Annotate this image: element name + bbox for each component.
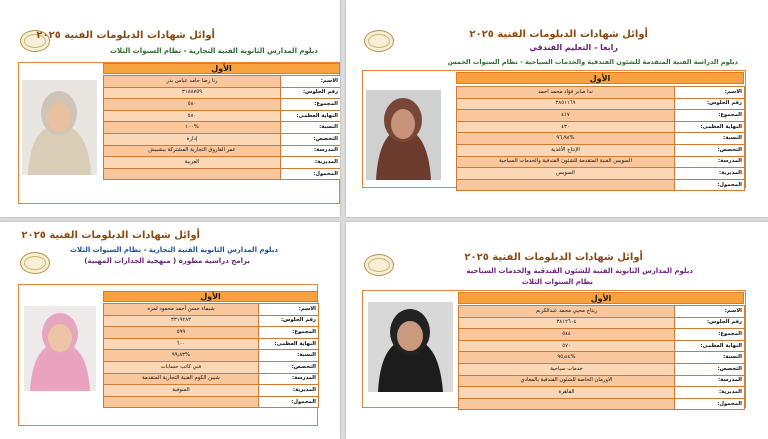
table-row bbox=[104, 327, 319, 339]
info-table bbox=[103, 303, 319, 408]
student-photo bbox=[22, 80, 97, 175]
field-label: المدرسة: bbox=[281, 145, 341, 157]
table-row bbox=[104, 350, 319, 362]
card-title: أوائل شهادات الدبلومات الفنية ٢٠٢٥ bbox=[21, 230, 200, 241]
rank-banner: الأول bbox=[458, 292, 744, 304]
table-row bbox=[104, 76, 341, 88]
table-row bbox=[104, 304, 319, 316]
table-row bbox=[104, 157, 341, 169]
field-label: الاسم: bbox=[259, 304, 319, 316]
field-label: المجموع: bbox=[259, 327, 319, 339]
table-row bbox=[459, 329, 745, 341]
field-value: ٥٩٩ bbox=[104, 327, 259, 339]
table-row bbox=[104, 110, 341, 122]
field-value: %٩٦٫٩٨ bbox=[457, 133, 675, 145]
table-row bbox=[104, 99, 341, 111]
table-row bbox=[457, 179, 745, 191]
info-table bbox=[458, 305, 745, 410]
card-subtitle: دبلوم المدارس الثانوية الفنية للشئون الفندقية والخدمات السياحية bbox=[466, 267, 693, 275]
field-value: ٥٧٠ bbox=[459, 340, 675, 352]
field-value: الاورمان الخاصة للشئون الفندقية بالمعادي bbox=[459, 375, 675, 387]
table-row bbox=[104, 373, 319, 385]
field-value: ٦٠٠ bbox=[104, 338, 259, 350]
card-subtitle: برامج دراسية مطورة ( منهجية الجدارات المهنية) bbox=[84, 257, 250, 265]
card-subtitle: رابعا - التعليم الفندقي bbox=[529, 43, 618, 52]
field-label: النسبة: bbox=[281, 122, 341, 134]
table-row bbox=[457, 168, 745, 180]
field-label: رقم الجلوس: bbox=[259, 315, 319, 327]
field-value: السويس الفنية المتقدمة للشئون الفندقية والخدمات السياحية bbox=[457, 156, 675, 168]
field-value: ٤٣٠ bbox=[457, 121, 675, 133]
field-label: المجموع: bbox=[675, 110, 745, 122]
field-label: المحمول: bbox=[281, 168, 341, 180]
field-label: المحمول: bbox=[675, 179, 745, 191]
table-row bbox=[104, 361, 319, 373]
field-label: المديرية: bbox=[675, 168, 745, 180]
card-bottom-right bbox=[346, 222, 768, 439]
info-table bbox=[456, 86, 745, 191]
rank-banner: الأول bbox=[103, 63, 340, 74]
table-row bbox=[104, 122, 341, 134]
table-row bbox=[459, 363, 745, 375]
field-value: القاهرة bbox=[459, 387, 675, 399]
card-title: أوائل شهادات الدبلومات الفنية ٢٠٢٥ bbox=[464, 252, 643, 263]
table-row bbox=[459, 317, 745, 329]
card-title: أوائل شهادات الدبلومات الفنية ٢٠٢٥ bbox=[469, 29, 648, 40]
field-value: ٣٨٥١١٦٩ bbox=[457, 98, 675, 110]
table-row bbox=[459, 306, 745, 318]
field-label: المجموع: bbox=[281, 99, 341, 111]
card-top-left bbox=[0, 0, 340, 217]
field-label: المديرية: bbox=[259, 385, 319, 397]
field-label: الاسم: bbox=[675, 306, 745, 318]
field-label: المدرسة: bbox=[675, 156, 745, 168]
field-label: رقم الجلوس: bbox=[675, 98, 745, 110]
field-label: النسبة: bbox=[675, 133, 745, 145]
field-value: السويس bbox=[457, 168, 675, 180]
table-row bbox=[104, 168, 341, 180]
field-value: المنوفية bbox=[104, 385, 259, 397]
info-table bbox=[103, 75, 340, 180]
table-row bbox=[457, 110, 745, 122]
table-row bbox=[457, 121, 745, 133]
field-label: المحمول: bbox=[675, 398, 745, 410]
field-label: التخصص: bbox=[259, 361, 319, 373]
card-top-right bbox=[346, 0, 768, 217]
field-label: المديرية: bbox=[281, 157, 341, 169]
field-value: %٩٩٫٨٣ bbox=[104, 350, 259, 362]
table-row bbox=[104, 87, 341, 99]
field-label: النهاية العظمى: bbox=[675, 340, 745, 352]
field-value: الإنتاج الأغذية bbox=[457, 144, 675, 156]
field-value: إدارة bbox=[104, 133, 281, 145]
table-row bbox=[459, 352, 745, 364]
table-row bbox=[457, 156, 745, 168]
field-value bbox=[104, 168, 281, 180]
field-label: الاسم: bbox=[281, 76, 341, 88]
field-value: فني كاتب حسابات bbox=[104, 361, 259, 373]
field-value: شبين الكوم الفنية التجارية المتقدمة bbox=[104, 373, 259, 385]
field-label: الاسم: bbox=[675, 87, 745, 99]
field-value: ٥٨٠ bbox=[104, 99, 281, 111]
field-label: المدرسة: bbox=[675, 375, 745, 387]
table-row bbox=[459, 340, 745, 352]
student-photo bbox=[24, 306, 96, 391]
rank-banner: الأول bbox=[103, 291, 318, 302]
field-label: المديرية: bbox=[675, 387, 745, 399]
field-label: المجموع: bbox=[675, 329, 745, 341]
table-row bbox=[457, 87, 745, 99]
field-label: التخصص: bbox=[675, 144, 745, 156]
field-label: النهاية العظمى: bbox=[259, 338, 319, 350]
table-row bbox=[457, 133, 745, 145]
ministry-logo-icon bbox=[364, 30, 394, 52]
field-value: ندا صابر فؤاد محمد احمد bbox=[457, 87, 675, 99]
field-label: النهاية العظمى: bbox=[281, 110, 341, 122]
table-row bbox=[104, 338, 319, 350]
field-value: ٣١٨٨٧٥٩ bbox=[104, 87, 281, 99]
field-value: عمر الفاروق التجارية المشتركة ببشبيش bbox=[104, 145, 281, 157]
student-photo bbox=[366, 90, 441, 180]
table-row bbox=[104, 385, 319, 397]
field-value: ٥٤٤ bbox=[459, 329, 675, 341]
table-row bbox=[104, 145, 341, 157]
table-row bbox=[104, 315, 319, 327]
field-label: التخصص: bbox=[675, 363, 745, 375]
rank-banner: الأول bbox=[456, 72, 744, 84]
field-value: رنا رضا حامد عباس بدر bbox=[104, 76, 281, 88]
table-row bbox=[459, 398, 745, 410]
field-value: ريتاج محيي محمد عبدالكريم bbox=[459, 306, 675, 318]
field-value: الغربية bbox=[104, 157, 281, 169]
field-value bbox=[104, 396, 259, 408]
field-value: ٥٨٠ bbox=[104, 110, 281, 122]
field-label: رقم الجلوس: bbox=[281, 87, 341, 99]
table-row bbox=[459, 387, 745, 399]
field-label: النسبة: bbox=[259, 350, 319, 362]
card-subtitle: دبلوم الدراسة الفنية المتقدمة للشئون الفندقية والخدمات السياحية - نظام السنوات الخمس bbox=[447, 58, 738, 66]
student-photo bbox=[368, 302, 453, 392]
field-label: النهاية العظمى: bbox=[675, 121, 745, 133]
ministry-logo-icon bbox=[364, 254, 394, 276]
table-row bbox=[459, 375, 745, 387]
field-label: النسبة: bbox=[675, 352, 745, 364]
field-value: ٣٣١٩٢٨٣ bbox=[104, 315, 259, 327]
field-label: رقم الجلوس: bbox=[675, 317, 745, 329]
field-value: ٣٨١٢٦٠٤ bbox=[459, 317, 675, 329]
table-row bbox=[104, 133, 341, 145]
ministry-logo-icon bbox=[20, 252, 50, 274]
field-value: %١٠٠ bbox=[104, 122, 281, 134]
field-label: المدرسة: bbox=[259, 373, 319, 385]
card-subtitle: دبلوم المدارس الثانوية الفنية التجارية - نظام السنوات الثلاث bbox=[69, 246, 278, 254]
table-row bbox=[104, 396, 319, 408]
field-value bbox=[459, 398, 675, 410]
field-value: %٩٥٫٤٤ bbox=[459, 352, 675, 364]
table-row bbox=[457, 98, 745, 110]
field-label: التخصص: bbox=[281, 133, 341, 145]
field-value bbox=[457, 179, 675, 191]
field-value: ٤١٧ bbox=[457, 110, 675, 122]
card-subtitle: نظام السنوات الثلاث bbox=[521, 278, 593, 286]
card-subtitle: دبلوم المدارس الثانوية الفنية التجارية - نظام السنوات الثلاث bbox=[109, 47, 318, 55]
field-label: المحمول: bbox=[259, 396, 319, 408]
field-value: خدمات سياحية bbox=[459, 363, 675, 375]
card-title: أوائل شهادات الدبلومات الفنية ٢٠٢٥ bbox=[36, 30, 215, 41]
card-bottom-left bbox=[0, 222, 340, 439]
table-row bbox=[457, 144, 745, 156]
field-value: شيماء حسن أحمد محمود لمزه bbox=[104, 304, 259, 316]
